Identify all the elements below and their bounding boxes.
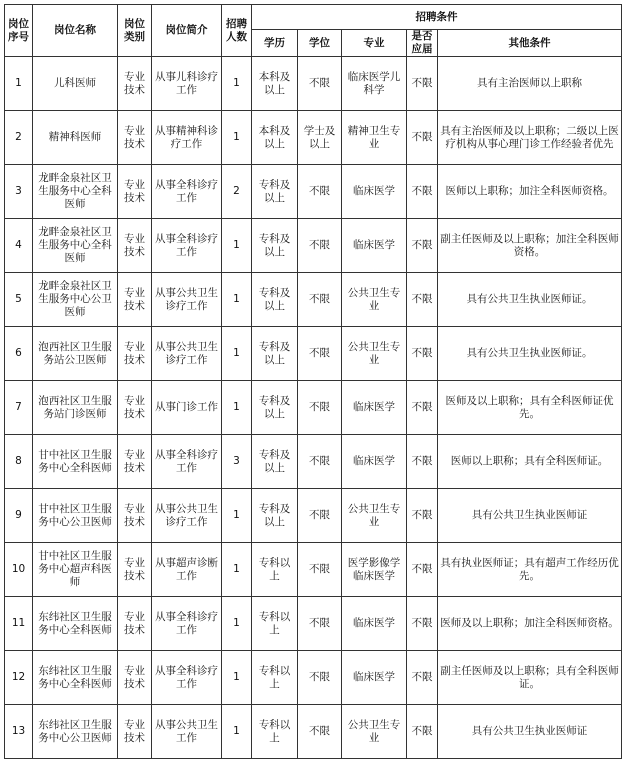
- table-row: [5, 165, 622, 219]
- cell-degree: 不限: [298, 273, 342, 327]
- cell-category: 专业技术: [118, 327, 152, 381]
- header-other: 其他条件: [438, 30, 622, 57]
- cell-degree: 不限: [298, 597, 342, 651]
- table-row: [5, 381, 622, 435]
- table-row: [5, 489, 622, 543]
- cell-count: 1: [222, 273, 252, 327]
- cell-count: 1: [222, 705, 252, 759]
- cell-other: 副主任医师及以上职称；加注全科医师资格。: [438, 219, 622, 273]
- cell-category: 专业技术: [118, 435, 152, 489]
- cell-degree: 不限: [298, 651, 342, 705]
- cell-category: 专业技术: [118, 111, 152, 165]
- header-seq: 岗位序号: [5, 5, 33, 57]
- cell-education: 专科及以上: [252, 165, 298, 219]
- cell-category: 专业技术: [118, 543, 152, 597]
- cell-education: 本科及以上: [252, 111, 298, 165]
- cell-desc: 从事全科诊疗工作: [152, 597, 222, 651]
- recruitment-table: [4, 4, 622, 759]
- cell-other: 副主任医师及以上职称；具有全科医师证。: [438, 651, 622, 705]
- cell-desc: 从事公共卫生工作: [152, 705, 222, 759]
- cell-other: 医师以上职称；具有全科医师证。: [438, 435, 622, 489]
- cell-major: 公共卫生专业: [342, 705, 407, 759]
- cell-fresh: 不限: [407, 273, 438, 327]
- cell-degree: 不限: [298, 543, 342, 597]
- header-category: 岗位类别: [118, 5, 152, 57]
- table-row: [5, 57, 622, 111]
- cell-degree: 不限: [298, 219, 342, 273]
- cell-category: 专业技术: [118, 273, 152, 327]
- cell-seq: 6: [5, 327, 33, 381]
- header-name: 岗位名称: [33, 5, 118, 57]
- cell-seq: 7: [5, 381, 33, 435]
- cell-other: 具有公共卫生执业医师证。: [438, 273, 622, 327]
- cell-category: 专业技术: [118, 381, 152, 435]
- header-fresh: 是否应届: [407, 30, 438, 57]
- cell-fresh: 不限: [407, 111, 438, 165]
- cell-fresh: 不限: [407, 219, 438, 273]
- cell-major: 公共卫生专业: [342, 489, 407, 543]
- header-count: 招聘人数: [222, 5, 252, 57]
- table-row: [5, 327, 622, 381]
- cell-desc: 从事全科诊疗工作: [152, 165, 222, 219]
- cell-degree: 不限: [298, 327, 342, 381]
- table-row: [5, 273, 622, 327]
- cell-education: 专科及以上: [252, 219, 298, 273]
- cell-major: 医学影像学临床医学: [342, 543, 407, 597]
- cell-degree: 不限: [298, 435, 342, 489]
- cell-name: 儿科医师: [33, 57, 118, 111]
- cell-education: 专科及以上: [252, 273, 298, 327]
- cell-major: 公共卫生专业: [342, 327, 407, 381]
- cell-name: 泡西社区卫生服务站门诊医师: [33, 381, 118, 435]
- cell-other: 医师及以上职称；具有全科医师证优先。: [438, 381, 622, 435]
- cell-category: 专业技术: [118, 597, 152, 651]
- cell-desc: 从事公共卫生诊疗工作: [152, 273, 222, 327]
- cell-other: 具有主治医师以上职称: [438, 57, 622, 111]
- cell-other: 具有公共卫生执业医师证: [438, 489, 622, 543]
- table-row: [5, 597, 622, 651]
- cell-education: 专科及以上: [252, 327, 298, 381]
- cell-seq: 12: [5, 651, 33, 705]
- cell-name: 龙畔金泉社区卫生服务中心全科医师: [33, 165, 118, 219]
- cell-other: 具有执业医师证；具有超声工作经历优先。: [438, 543, 622, 597]
- cell-desc: 从事门诊工作: [152, 381, 222, 435]
- cell-desc: 从事儿科诊疗工作: [152, 57, 222, 111]
- cell-other: 医师以上职称；加注全科医师资格。: [438, 165, 622, 219]
- cell-fresh: 不限: [407, 489, 438, 543]
- cell-other: 具有公共卫生执业医师证。: [438, 327, 622, 381]
- cell-name: 东纬社区卫生服务中心公卫医师: [33, 705, 118, 759]
- cell-count: 1: [222, 219, 252, 273]
- cell-major: 公共卫生专业: [342, 273, 407, 327]
- cell-seq: 9: [5, 489, 33, 543]
- cell-name: 龙畔金泉社区卫生服务中心全科医师: [33, 219, 118, 273]
- cell-fresh: 不限: [407, 57, 438, 111]
- header-conditions: 招聘条件: [252, 5, 622, 30]
- cell-desc: 从事公共卫生诊疗工作: [152, 489, 222, 543]
- cell-count: 2: [222, 165, 252, 219]
- cell-education: 专科及以上: [252, 489, 298, 543]
- cell-major: 临床医学: [342, 435, 407, 489]
- cell-education: 专科以上: [252, 705, 298, 759]
- cell-count: 1: [222, 381, 252, 435]
- cell-desc: 从事精神科诊疗工作: [152, 111, 222, 165]
- cell-degree: 不限: [298, 381, 342, 435]
- cell-desc: 从事公共卫生诊疗工作: [152, 327, 222, 381]
- cell-count: 3: [222, 435, 252, 489]
- cell-category: 专业技术: [118, 705, 152, 759]
- cell-seq: 1: [5, 57, 33, 111]
- cell-education: 专科及以上: [252, 435, 298, 489]
- cell-desc: 从事超声诊断工作: [152, 543, 222, 597]
- cell-name: 龙畔金泉社区卫生服务中心公卫医师: [33, 273, 118, 327]
- cell-name: 泡西社区卫生服务站公卫医师: [33, 327, 118, 381]
- cell-major: 临床医学: [342, 219, 407, 273]
- table-row: [5, 435, 622, 489]
- cell-other: 具有公共卫生执业医师证: [438, 705, 622, 759]
- header-row-1: [5, 5, 622, 30]
- cell-desc: 从事全科诊疗工作: [152, 651, 222, 705]
- cell-degree: 不限: [298, 705, 342, 759]
- cell-count: 1: [222, 597, 252, 651]
- cell-education: 本科及以上: [252, 57, 298, 111]
- table-body: [5, 57, 622, 759]
- table-row: [5, 705, 622, 759]
- cell-fresh: 不限: [407, 705, 438, 759]
- cell-other: 具有主治医师及以上职称；二级以上医疗机构从事心理门诊工作经验者优先: [438, 111, 622, 165]
- cell-education: 专科以上: [252, 597, 298, 651]
- cell-degree: 不限: [298, 489, 342, 543]
- cell-name: 东纬社区卫生服务中心全科医师: [33, 597, 118, 651]
- cell-fresh: 不限: [407, 597, 438, 651]
- cell-seq: 10: [5, 543, 33, 597]
- cell-name: 东纬社区卫生服务中心全科医师: [33, 651, 118, 705]
- cell-degree: 不限: [298, 165, 342, 219]
- table-row: [5, 219, 622, 273]
- cell-name: 甘中社区卫生服务中心超声科医师: [33, 543, 118, 597]
- cell-education: 专科以上: [252, 543, 298, 597]
- header-major: 专业: [342, 30, 407, 57]
- cell-fresh: 不限: [407, 543, 438, 597]
- cell-major: 临床医学儿科学: [342, 57, 407, 111]
- cell-category: 专业技术: [118, 651, 152, 705]
- cell-fresh: 不限: [407, 435, 438, 489]
- header-desc: 岗位简介: [152, 5, 222, 57]
- cell-fresh: 不限: [407, 327, 438, 381]
- cell-desc: 从事全科诊疗工作: [152, 435, 222, 489]
- cell-desc: 从事全科诊疗工作: [152, 219, 222, 273]
- table-row: [5, 111, 622, 165]
- header-education: 学历: [252, 30, 298, 57]
- cell-name: 精神科医师: [33, 111, 118, 165]
- cell-count: 1: [222, 57, 252, 111]
- table-row: [5, 543, 622, 597]
- cell-seq: 5: [5, 273, 33, 327]
- cell-seq: 11: [5, 597, 33, 651]
- cell-degree: 不限: [298, 57, 342, 111]
- cell-count: 1: [222, 543, 252, 597]
- cell-major: 临床医学: [342, 165, 407, 219]
- cell-seq: 4: [5, 219, 33, 273]
- cell-fresh: 不限: [407, 651, 438, 705]
- cell-seq: 13: [5, 705, 33, 759]
- cell-major: 临床医学: [342, 381, 407, 435]
- cell-major: 临床医学: [342, 597, 407, 651]
- cell-major: 精神卫生专业: [342, 111, 407, 165]
- cell-category: 专业技术: [118, 489, 152, 543]
- cell-seq: 8: [5, 435, 33, 489]
- cell-seq: 3: [5, 165, 33, 219]
- cell-count: 1: [222, 651, 252, 705]
- table-row: [5, 651, 622, 705]
- cell-category: 专业技术: [118, 219, 152, 273]
- header-degree: 学位: [298, 30, 342, 57]
- cell-name: 甘中社区卫生服务中心全科医师: [33, 435, 118, 489]
- cell-fresh: 不限: [407, 165, 438, 219]
- cell-seq: 2: [5, 111, 33, 165]
- cell-category: 专业技术: [118, 57, 152, 111]
- cell-count: 1: [222, 111, 252, 165]
- cell-count: 1: [222, 489, 252, 543]
- cell-category: 专业技术: [118, 165, 152, 219]
- cell-count: 1: [222, 327, 252, 381]
- cell-education: 专科及以上: [252, 381, 298, 435]
- cell-name: 甘中社区卫生服务中心公卫医师: [33, 489, 118, 543]
- cell-fresh: 不限: [407, 381, 438, 435]
- cell-education: 专科以上: [252, 651, 298, 705]
- cell-degree: 学士及以上: [298, 111, 342, 165]
- cell-major: 临床医学: [342, 651, 407, 705]
- cell-other: 医师及以上职称；加注全科医师资格。: [438, 597, 622, 651]
